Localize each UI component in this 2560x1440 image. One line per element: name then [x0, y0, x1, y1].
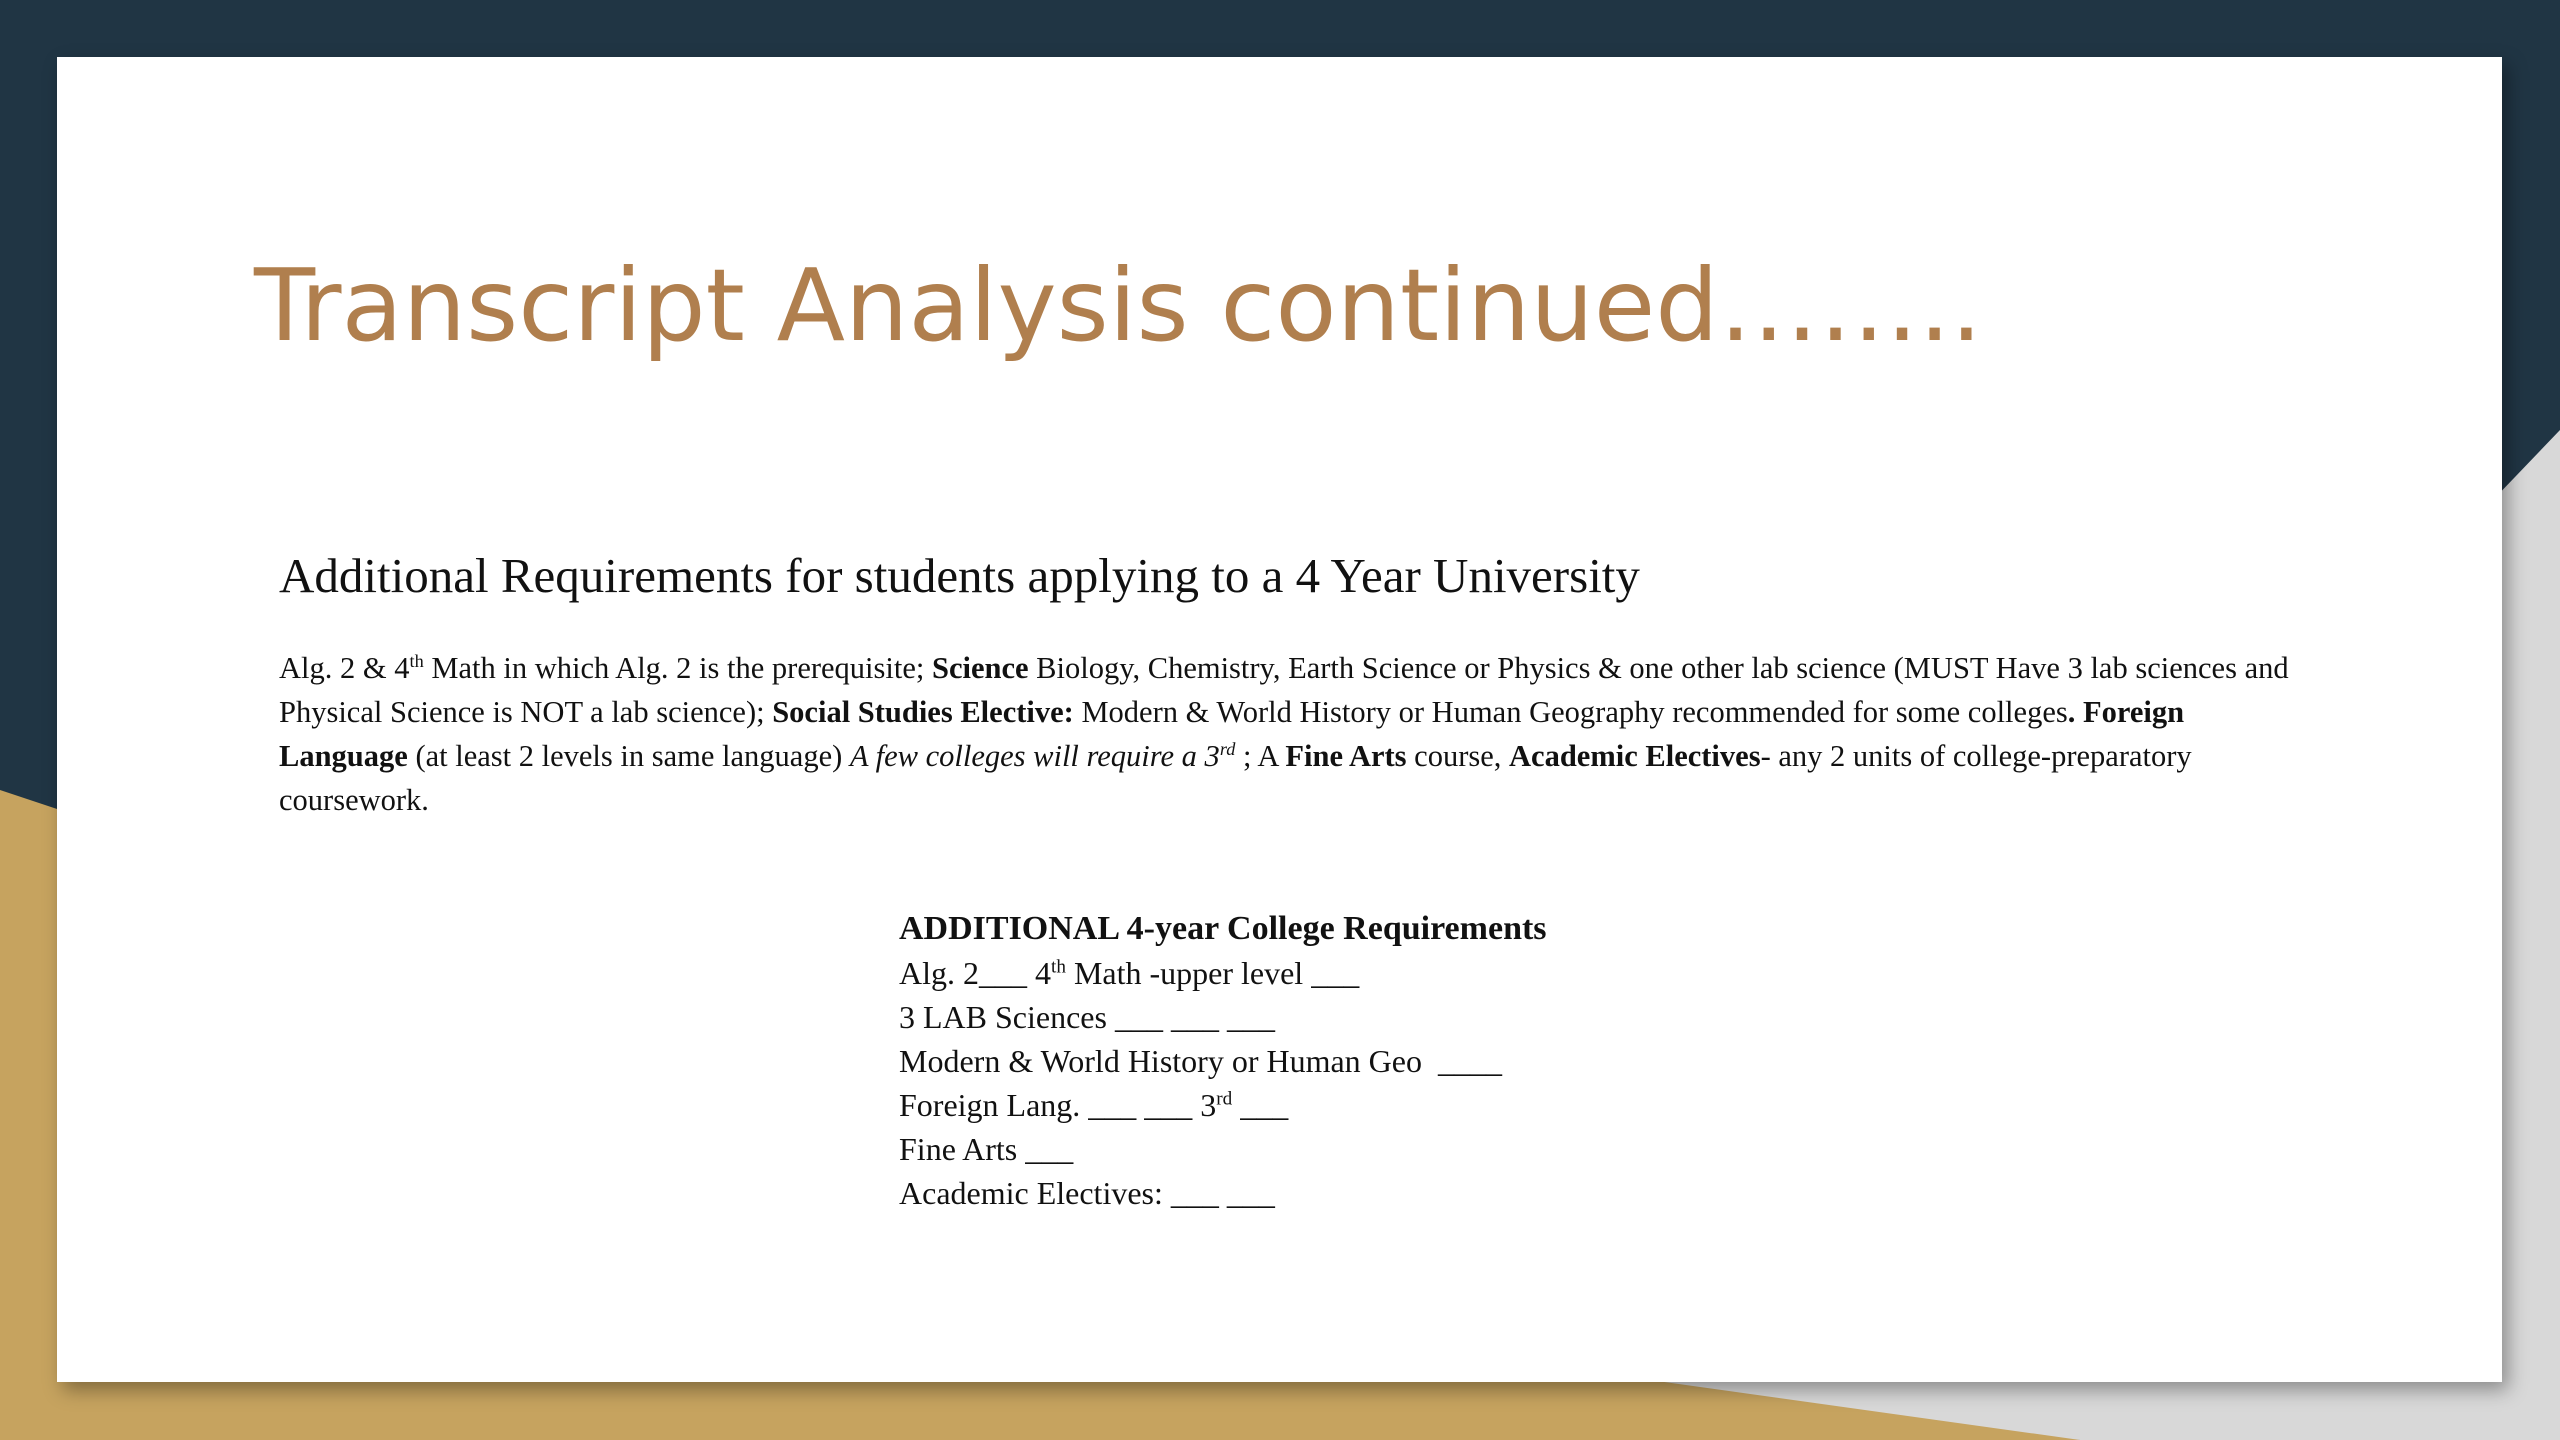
para-text: course,: [1406, 739, 1510, 773]
para-text: - any 2 units of college-preparatory coursework.: [279, 739, 2192, 817]
para-text: (at least 2 levels in same language): [407, 739, 850, 773]
checklist-item-lab-sciences: 3 LAB Sciences ___ ___ ___: [899, 999, 1275, 1035]
requirements-paragraph: [279, 646, 2319, 822]
checklist-item-algebra: [899, 951, 1547, 995]
para-text: ; A: [1235, 739, 1286, 773]
para-bold-foreign-language: Foreign Language: [279, 695, 2185, 773]
para-superscript: rd: [1219, 738, 1236, 759]
checklist-superscript: th: [1051, 956, 1066, 978]
para-italic: [850, 739, 1235, 773]
checklist-text: Math -upper level ___: [1065, 955, 1360, 991]
document-heading: Additional Requirements for students applying to a 4 Year University: [279, 548, 1640, 603]
requirements-checklist: [899, 907, 1547, 1215]
para-text: Modern & World History or Human Geography recommended for some colleges: [1073, 695, 2068, 729]
checklist-text: Foreign Lang. ___ ___ 3: [899, 1087, 1217, 1123]
checklist-item-fine-arts: Fine Arts ___: [899, 1131, 1074, 1167]
checklist-item-academic-electives: Academic Electives: ___ ___: [899, 1175, 1275, 1211]
checklist-superscript: rd: [1216, 1088, 1233, 1110]
para-bold-fine-arts: Fine Arts: [1285, 739, 1407, 773]
para-text: Alg. 2 & 4: [279, 651, 410, 685]
checklist-text: Alg. 2___ 4: [899, 955, 1051, 991]
slide: [57, 57, 2502, 1382]
para-bold-dot: .: [2067, 695, 2076, 729]
para-superscript: th: [409, 650, 424, 671]
checklist-item-history: Modern & World History or Human Geo ____: [899, 1043, 1502, 1079]
checklist-item-foreign-language: [899, 1083, 1547, 1127]
checklist-title: ADDITIONAL 4-year College Requirements: [899, 910, 1547, 947]
para-bold-science: Science: [931, 651, 1029, 685]
para-italic-text: A few colleges will require a 3: [849, 739, 1220, 773]
para-text: Biology, Chemistry, Earth Science or Physics & one other lab science (MUST Have 3 lab sciences and Physical Science is NOT a lab science);: [279, 651, 2289, 729]
para-bold-social-studies: Social Studies Elective:: [772, 695, 1074, 729]
checklist-text: ___: [1232, 1087, 1289, 1123]
slide-title: Transcript Analysis continued……..: [254, 247, 1983, 364]
para-text: Math in which Alg. 2 is the prerequisite;: [423, 651, 932, 685]
document-image: [279, 547, 2329, 1211]
para-bold-academic-electives: Academic Electives: [1509, 739, 1761, 773]
